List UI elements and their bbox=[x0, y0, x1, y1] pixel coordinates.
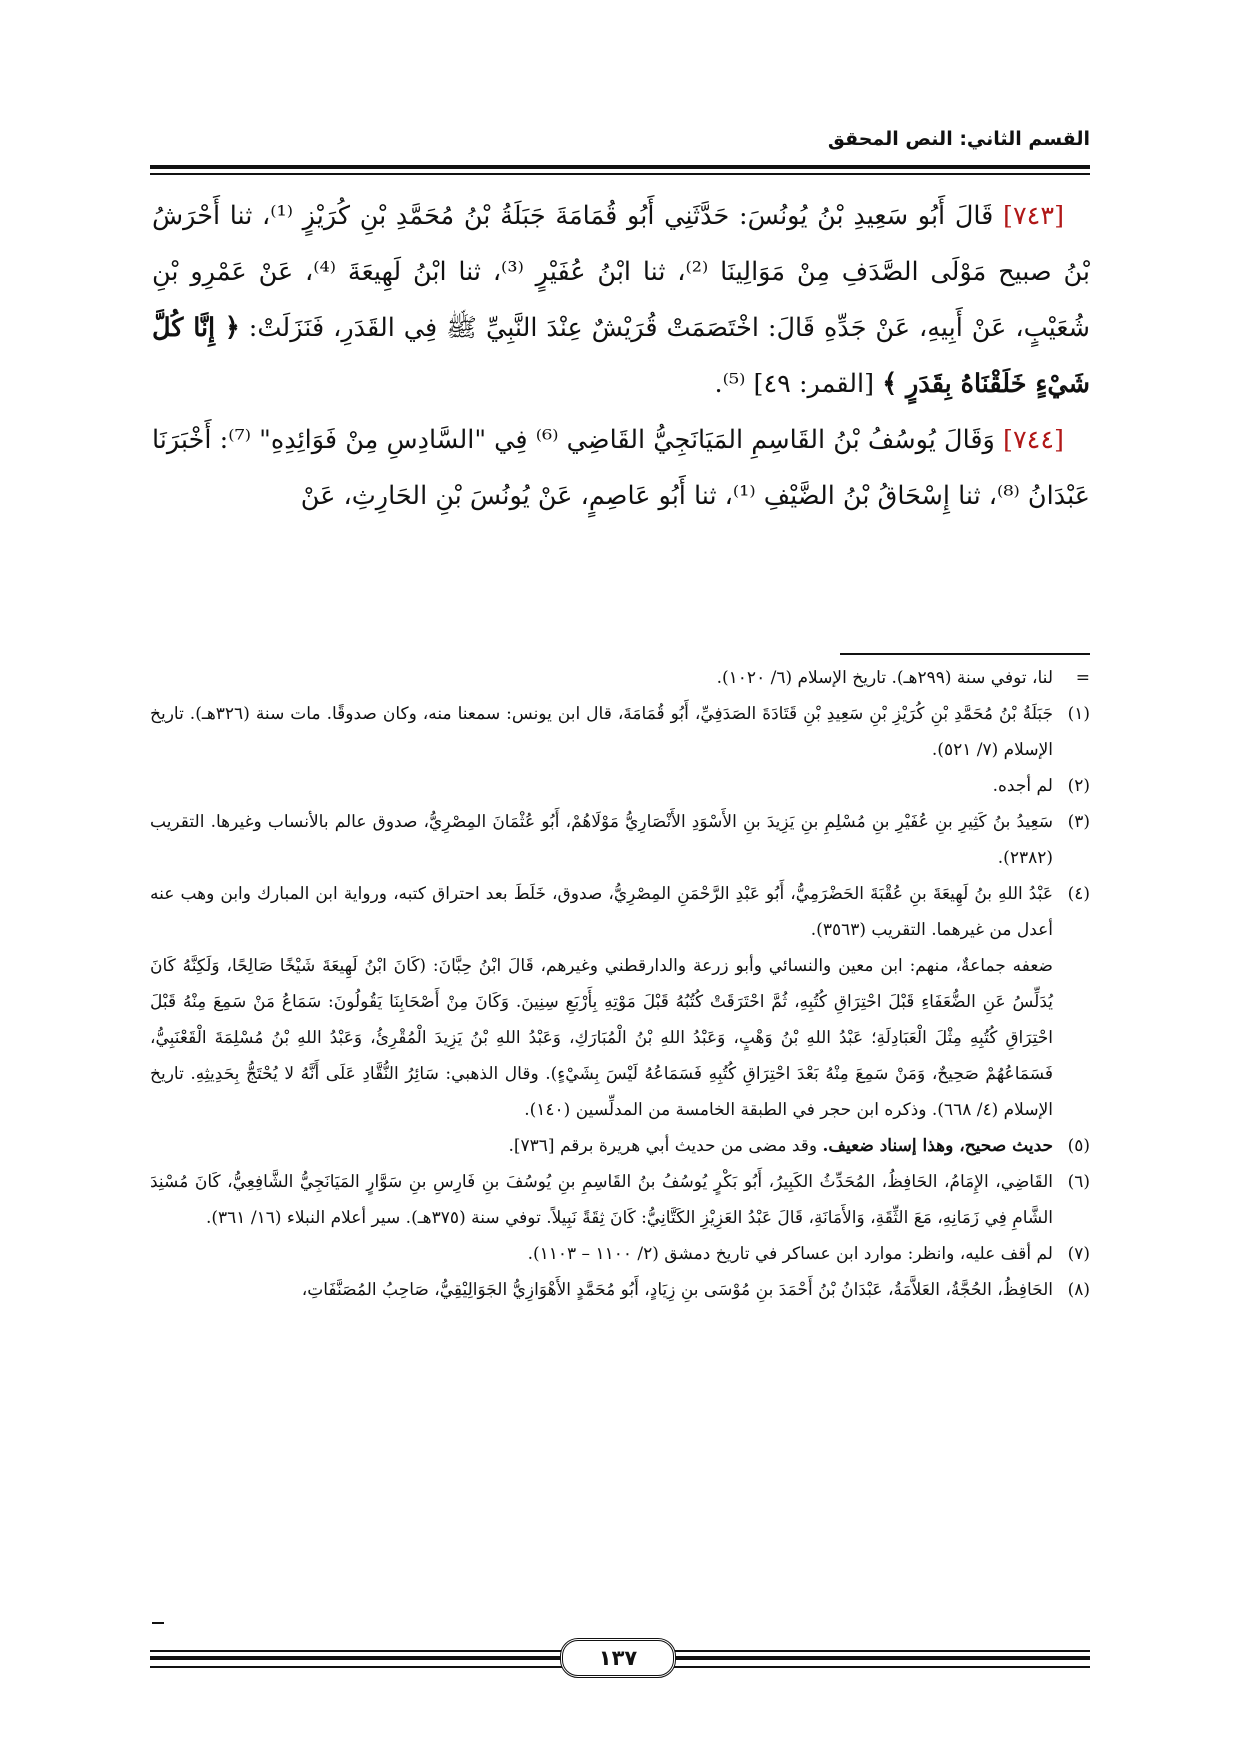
footnote-marker: (٦) bbox=[1067, 1172, 1090, 1192]
footnote-marker: (٧) bbox=[1067, 1244, 1090, 1264]
header-rule bbox=[150, 165, 1090, 169]
running-header: القسم الثاني: النص المحقق bbox=[827, 128, 1090, 150]
footnote-7 bbox=[150, 1236, 1090, 1272]
footnote-marker: (٣) bbox=[1067, 812, 1090, 832]
footnote-text: جَبَلَةُ بْنُ مُحَمَّدِ بْنِ كُرَيْزِ بْنِ سَعِيدِ بْنِ قَتَادَةَ الصَدَفِيِّ، أَبُو قُمَامَةَ، قال ابن يونس: سمعنا منه، وكان صدوقًا. مات سنة (٣٢٦هـ). تاريخ الإسلام (٧/ ٥٢١). bbox=[150, 704, 1053, 760]
footnote-continued bbox=[150, 660, 1090, 696]
footnote-6 bbox=[150, 1164, 1090, 1236]
footnote-1 bbox=[150, 696, 1090, 768]
footnote-text: عَبْدُ اللهِ بنُ لَهِيعَةَ بنِ عُقْبَةَ الحَضْرَمِيُّ، أَبُو عَبْدِ الرَّحْمَنِ المِصْرِيُّ، صدوق، خَلَطَ بعد احتراق كتبه، ورواية ابن المبارك وابن وهب عنه أعدل من غيرهما. التقريب (٣٥٦٣). bbox=[150, 884, 1053, 940]
footnotes bbox=[150, 660, 1090, 1308]
footnote-text: سَعِيدُ بنُ كَثِيرِ بنِ عُفَيْرِ بنِ مُسْلِمِ بنِ يَزِيدَ بنِ الأَسْوَدِ الأَنْصَارِيُّ مَوْلَاهُمْ، أَبُو عُثْمَانَ المِصْرِيُّ، صدوق عالم بالأنساب وغيرها. التقريب (٢٣٨٢). bbox=[150, 812, 1053, 868]
header-rule-thin bbox=[150, 173, 1090, 175]
footnote-text: وقد مضى من حديث أبي هريرة برقم [٧٣٦]. bbox=[508, 1136, 818, 1156]
page-number: ١٣٧ bbox=[560, 1638, 676, 1678]
footnote-bold-text: حديث صحيح، وهذا إسناد ضعيف. bbox=[822, 1136, 1053, 1156]
quran-citation: [القمر: ٤٩] ⁽⁵⁾. bbox=[714, 369, 875, 399]
hadith-text: قَالَ أَبُو سَعِيدِ بْنُ يُونُسَ: حَدَّثَنِي أَبُو قُمَامَةَ جَبَلَةُ بْنُ مُحَمَّدِ بْنِ كُرَيْزٍ ⁽¹⁾، ثنا أَحْرَشُ بْنُ صبيح مَوْلَى الصَّدَفِ مِنْ مَوَالِينَا ⁽²⁾، ثنا ابْنُ عُفَيْرٍ ⁽³⁾، ثنا ابْنُ لَهِيعَةَ ⁽⁴⁾، عَنْ عَمْرِو بْنِ شُعَيْبٍ، عَنْ أَبِيهِ، عَنْ جَدِّهِ قَالَ: اخْتَصَمَتْ قُرَيْشٌ عِنْدَ النَّبِيِّ ﷺ فِي القَدَرِ، فَنَزَلَتْ: bbox=[152, 201, 1091, 343]
footnote-marker: (٤) bbox=[1067, 884, 1090, 904]
footnote-5 bbox=[150, 1128, 1090, 1164]
footnote-2 bbox=[150, 768, 1090, 804]
footnote-marker: (٢) bbox=[1067, 776, 1090, 796]
main-text bbox=[152, 188, 1090, 524]
footnote-marker: = bbox=[1075, 668, 1090, 688]
footnote-text: القَاضِي، الإِمَامُ، الحَافِظُ، المُحَدِّثُ الكَبِيرُ، أَبُو بَكْرٍ يُوسُفُ بنُ القَاسِمِ بنِ يُوسُفَ بنِ فَارِسِ بنِ سَوَّارٍ المَيَانَجِيُّ الشَّافِعِيُّ، كَانَ مُسْنِدَ الشَّامِ فِي زَمَانِهِ، مَعَ الثِّقَةِ، وَالأَمَانَةِ، قَالَ عَبْدُ العَزِيْزِ الكَتَّانِيُّ: كَانَ ثِقَةً نَبِيلاً. توفي سنة (٣٧٥هـ). سير أعلام النبلاء (١٦/ ٣٦١). bbox=[150, 1172, 1053, 1228]
footnote-text: الحَافِظُ، الحُجَّةُ، العَلاَّمَةُ، عَبْدَانُ بْنُ أَحْمَدَ بنِ مُوْسَى بنِ زِيَادٍ، أَبُو مُحَمَّدٍ الأَهْوَازِيُّ الجَوَالِيْقِيُّ، صَاحِبُ المُصَنَّفَاتِ، bbox=[301, 1280, 1053, 1300]
footnote-marker: (٨) bbox=[1067, 1280, 1090, 1300]
footnote-3 bbox=[150, 804, 1090, 876]
hadith-number: [٧٤٤] bbox=[1002, 425, 1064, 455]
footnote-8 bbox=[150, 1272, 1090, 1308]
hadith-number: [٧٤٣] bbox=[1003, 201, 1065, 231]
hadith-744 bbox=[152, 412, 1090, 524]
footnote-marker: (١) bbox=[1067, 704, 1090, 724]
quran-verse: ﴿ إِنَّا كُلَّ شَيْءٍ خَلَقْنَاهُ بِقَدَرٍ ﴾ bbox=[152, 313, 1090, 399]
footnote-text: لنا، توفي سنة (٢٩٩هـ). تاريخ الإسلام (٦/ ١٠٢٠). bbox=[716, 668, 1053, 688]
footnote-text: لم أجده. bbox=[992, 776, 1053, 796]
footnote-marker: (٥) bbox=[1067, 1136, 1090, 1156]
hadith-743 bbox=[152, 188, 1090, 412]
footnote-text: لم أقف عليه، وانظر: موارد ابن عساكر في تاريخ دمشق (٢/ ١١٠٠ – ١١٠٣). bbox=[527, 1244, 1053, 1264]
footnote-4-continuation: ضعفه جماعةٌ، منهم: ابن معين والنسائي وأبو زرعة والدارقطني وغيرهم، قَالَ ابْنُ حِبَّانَ: (كَانَ ابْنُ لَهِيعَةَ شَيْخًا صَالِحًا، وَلَكِنَّهُ كَانَ يُدَلِّسُ عَنِ الضُّعَفَاءِ قَبْلَ احْتِرَاقِ كُتُبِهِ، ثُمَّ احْتَرَقَتْ كُتُبُهُ قَبْلَ مَوْتِهِ بِأَرْبَعِ سِنِينَ. وَكَانَ مِنْ أَصْحَابِنَا يَقُولُونَ: سَمَاعُ مَنْ سَمِعَ مِنْهُ قَبْلَ احْتِرَاقِ كُتُبِهِ مِثْلَ الْعَبَادِلَةِ؛ عَبْدُ اللهِ بْنُ وَهْبٍ، وَعَبْدُ اللهِ بْنُ الْمُبَارَكِ، وَعَبْدُ اللهِ بْنُ يَزِيدَ الْمُقْرِئُ، وَعَبْدُ اللهِ بْنُ مُسْلِمَةَ الْقَعْنَبِيُّ، فَسَمَاعُهُمْ صَحِيحٌ، وَمَنْ سَمِعَ مِنْهُ بَعْدَ احْتِرَاقِ كُتُبِهِ فَسَمَاعُهُ لَيْسَ بِشَيْءٍ). وقال الذهبي: سَائِرُ النُّقَّادِ عَلَى أَنَّهُ لا يُحْتَجُّ بِحَدِيثِهِ. تاريخ الإسلام (٤/ ٦٦٨). وذكره ابن حجر في الطبقة الخامسة من المدلِّسين (١٤٠). bbox=[150, 956, 1053, 1120]
footnote-separator bbox=[840, 653, 1090, 655]
hadith-text: وَقَالَ يُوسُفُ بْنُ القَاسِمِ المَيَانَجِيُّ القَاضِي ⁽⁶⁾ فِي "السَّادِسِ مِنْ فَوَائِدِهِ" ⁽⁷⁾: أَخْبَرَنَا عَبْدَانُ ⁽⁸⁾، ثنا إِسْحَاقُ بْنُ الضَّيْفِ ⁽¹⁾، ثنا أَبُو عَاصِمٍ، عَنْ يُونُسَ بْنِ الحَارِثِ، عَنْ bbox=[152, 425, 1090, 511]
footnote-4 bbox=[150, 876, 1090, 948]
continuation-mark bbox=[152, 1622, 164, 1624]
